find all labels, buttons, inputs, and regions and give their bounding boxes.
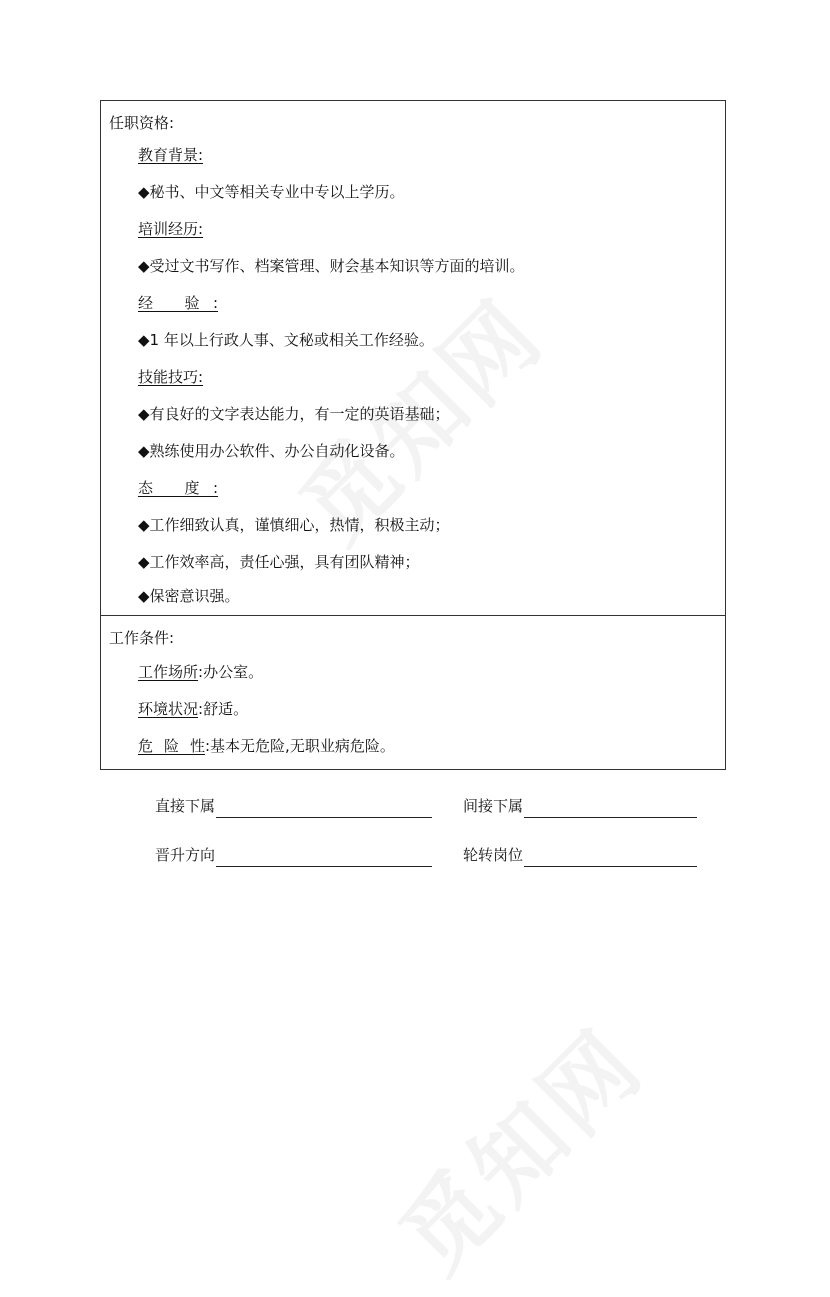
- experience-label: 经 验:: [138, 294, 218, 312]
- training-item: ◆受过文书写作、档案管理、财会基本知识等方面的培训。: [138, 257, 525, 275]
- direct-subordinate-field[interactable]: [155, 794, 432, 818]
- rotation-post-blank[interactable]: [524, 848, 697, 867]
- rotation-post-field[interactable]: [463, 843, 697, 867]
- career-row: [155, 843, 715, 867]
- skills-item: ◆熟练使用办公软件、办公自动化设备。: [138, 442, 405, 460]
- rotation-post-label: 轮转岗位: [463, 846, 524, 864]
- attitude-label: 态 度:: [138, 479, 218, 497]
- attitude-item: ◆工作效率高，责任心强，具有团队精神；: [138, 553, 420, 571]
- indirect-subordinate-blank[interactable]: [524, 799, 697, 818]
- danger-value: :基本无危险,无职业病危险。: [205, 737, 395, 755]
- indirect-subordinate-label: 间接下属: [463, 797, 524, 815]
- promotion-direction-field[interactable]: [155, 843, 432, 867]
- education-item: ◆秘书、中文等相关专业中专以上学历。: [138, 183, 405, 201]
- danger-label: 危 险 性: [138, 737, 205, 755]
- subordinates-row: [155, 794, 715, 818]
- environment-label: 环境状况: [138, 700, 199, 718]
- training-label: 培训经历:: [138, 220, 204, 238]
- qualifications-section: [101, 101, 725, 615]
- indirect-subordinate-field[interactable]: [463, 794, 697, 818]
- environment-value: :舒适。: [198, 700, 249, 718]
- workplace-value: :办公室。: [198, 663, 264, 681]
- promotion-direction-label: 晋升方向: [155, 846, 216, 864]
- skills-label: 技能技巧:: [138, 368, 204, 386]
- skills-item: ◆有良好的文字表达能力，有一定的英语基础；: [138, 405, 450, 423]
- attitude-item: ◆工作细致认真，谨慎细心，热情，积极主动；: [138, 516, 450, 534]
- workplace-row: [109, 654, 717, 691]
- watermark: [366, 995, 667, 1296]
- attitude-item: ◆保密意识强。: [138, 587, 240, 605]
- education-label: 教育背景:: [138, 146, 204, 164]
- promotion-direction-blank[interactable]: [216, 848, 432, 867]
- experience-item: ◆1 年以上行政人事、文秘或相关工作经验。: [138, 331, 434, 349]
- qualifications-title: 任职资格:: [109, 114, 175, 132]
- direct-subordinate-label: 直接下属: [155, 797, 216, 815]
- direct-subordinate-blank[interactable]: [216, 799, 432, 818]
- danger-row: [109, 728, 717, 765]
- workplace-label: 工作场所: [138, 663, 199, 681]
- conditions-title: 工作条件:: [109, 629, 175, 647]
- conditions-section: [101, 615, 725, 769]
- job-description-table: [100, 100, 726, 770]
- environment-row: [109, 691, 717, 728]
